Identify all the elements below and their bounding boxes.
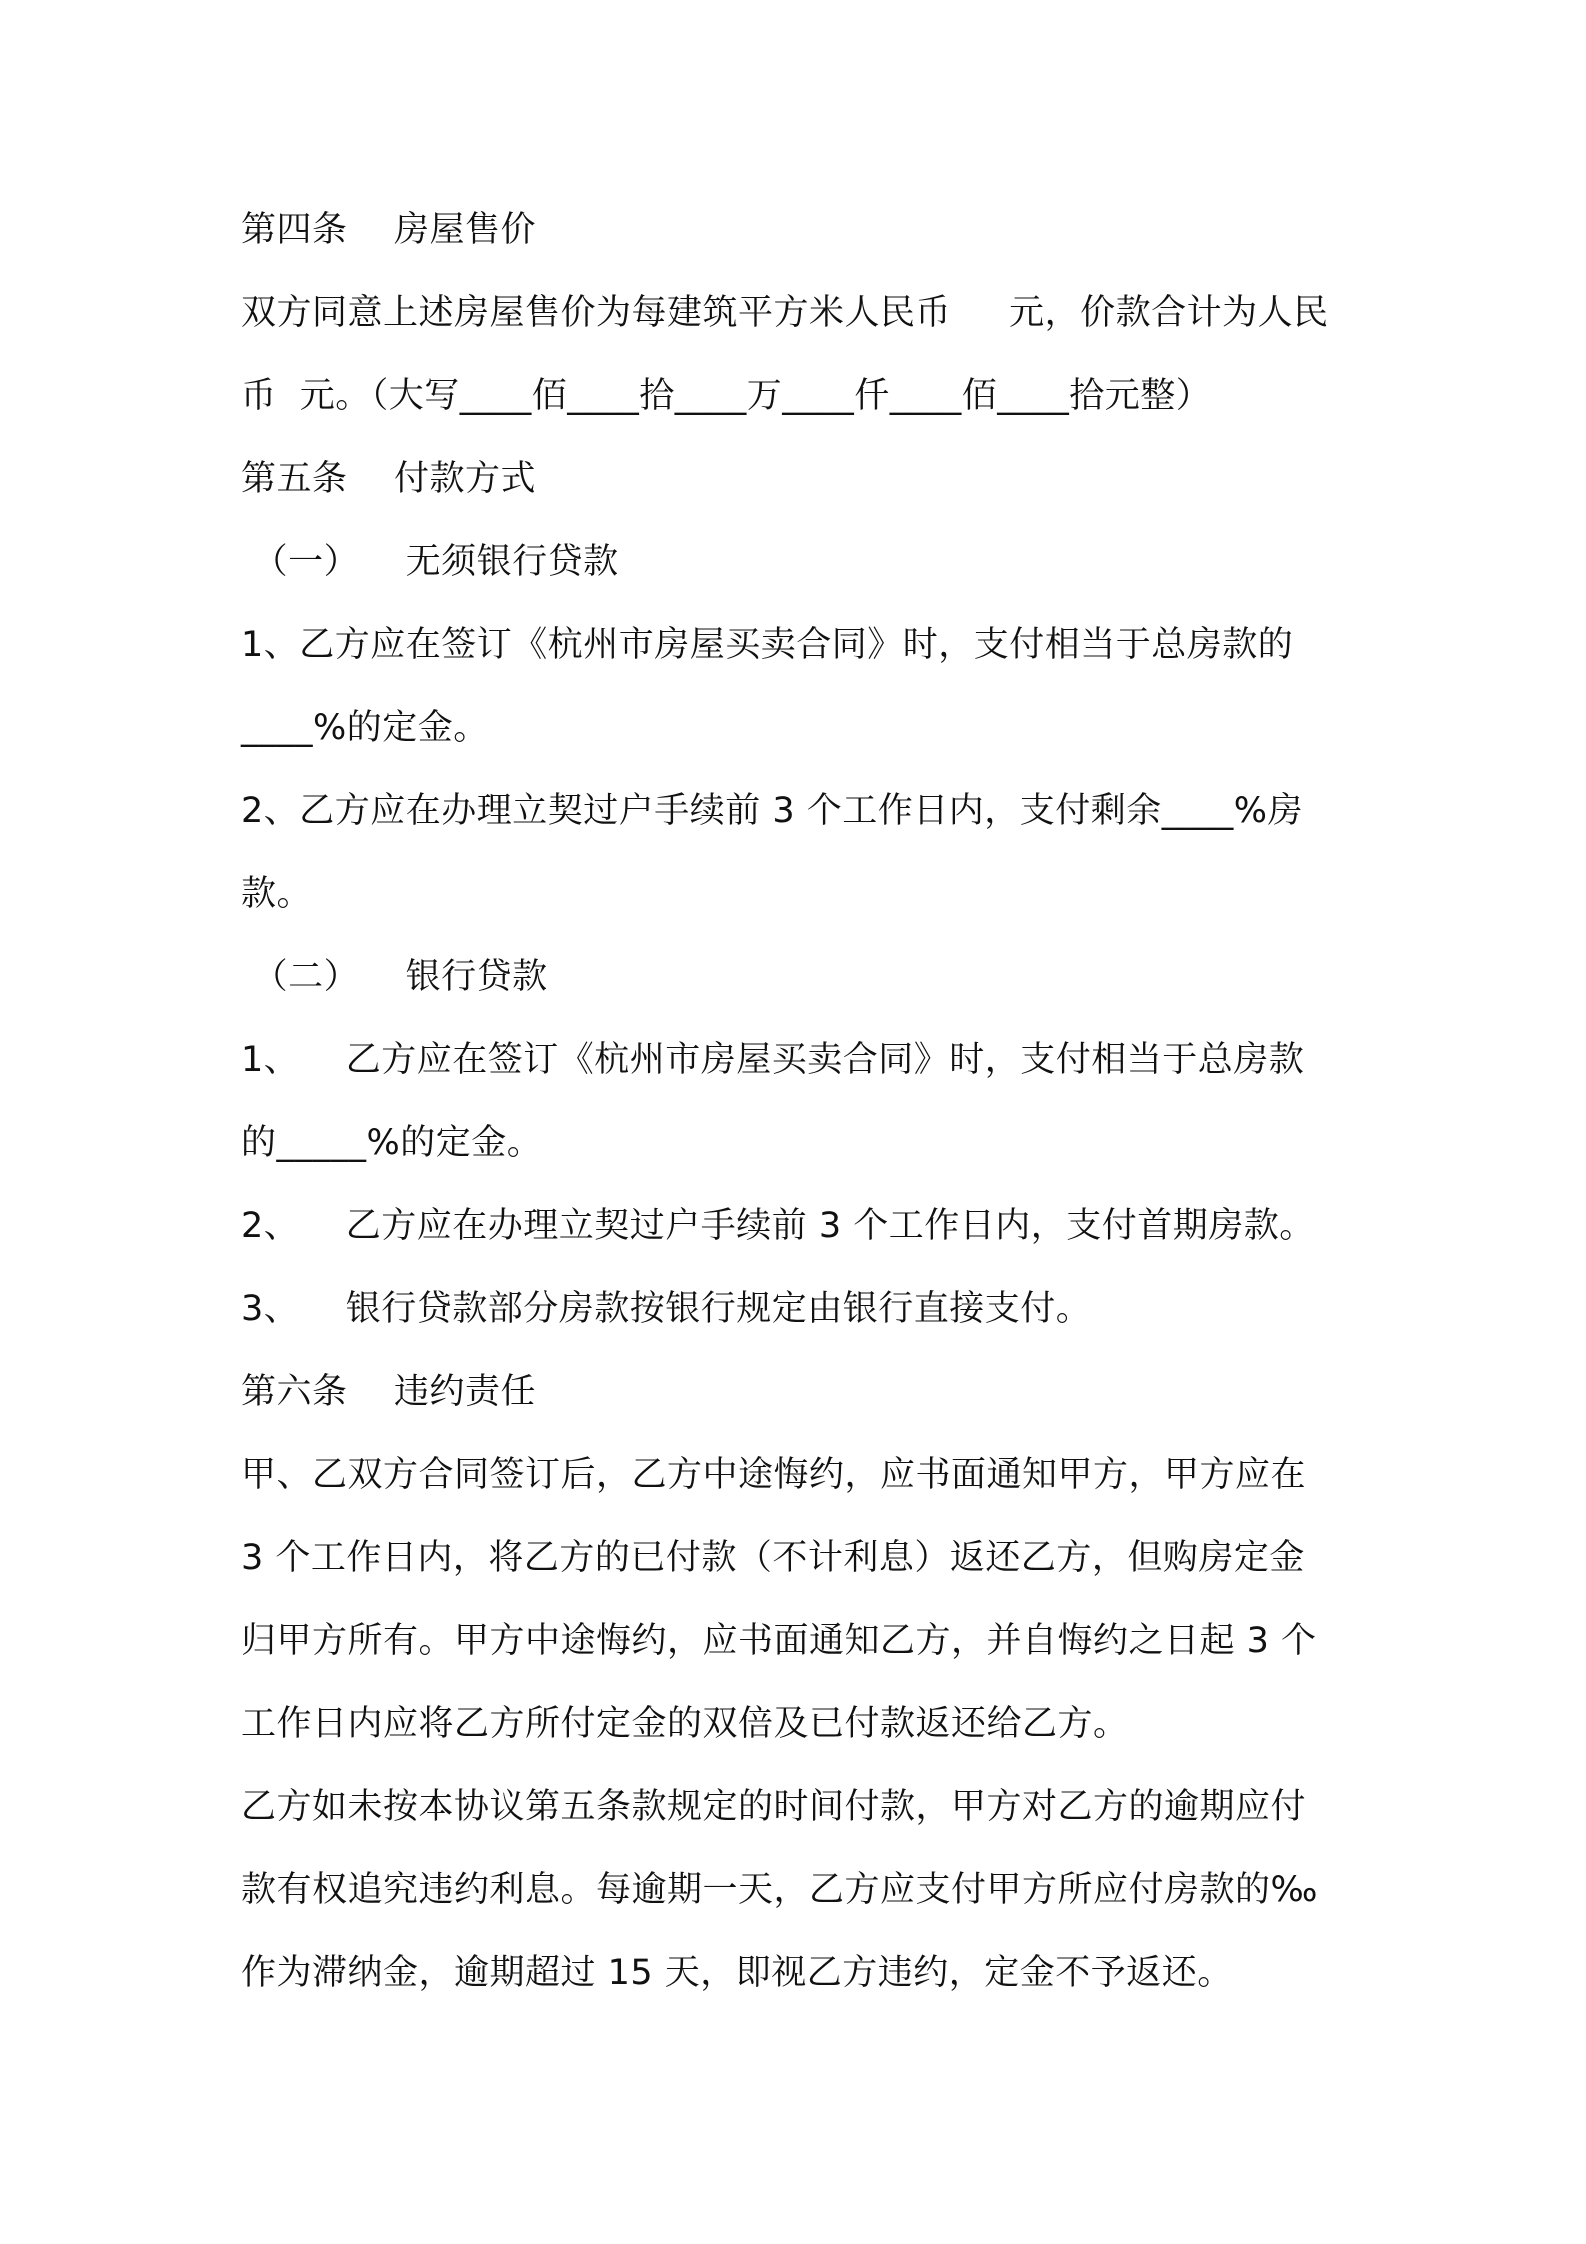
paragraph-line: ____%的定金。 [241, 708, 489, 748]
paragraph-line: 1、乙方应在签订《杭州市房屋买卖合同》时，支付相当于总房款的 [241, 625, 1294, 665]
paragraph-line: 款有权追究违约利息。每逾期一天，乙方应支付甲方所应付房款的‰ [241, 1870, 1318, 1910]
paragraph-line: 3 个工作日内，将乙方的已付款（不计利息）返还乙方，但购房定金 [241, 1538, 1305, 1578]
paragraph-line: 双方同意上述房屋售价为每建筑平方米人民币 元，价款合计为人民 [241, 293, 1329, 333]
subsection-heading: （二） 银行贷款 [241, 957, 548, 997]
article-6-heading: 第六条 违约责任 [241, 1372, 537, 1412]
paragraph-line: 工作日内应将乙方所付定金的双倍及已付款返还给乙方。 [241, 1704, 1129, 1744]
paragraph-line: 的_____%的定金。 [241, 1123, 543, 1163]
paragraph-line: 归甲方所有。甲方中途悔约，应书面通知乙方，并自悔约之日起 3 个 [241, 1621, 1317, 1661]
paragraph-line: 2、乙方应在办理立契过户手续前 3 个工作日内，支付剩余____%房 [241, 791, 1304, 831]
paragraph-line: 1、 乙方应在签订《杭州市房屋买卖合同》时，支付相当于总房款 [241, 1040, 1305, 1080]
subsection-heading: （一） 无须银行贷款 [241, 542, 619, 582]
paragraph-line: 款。 [241, 874, 313, 914]
paragraph-line: 甲、乙双方合同签订后，乙方中途悔约，应书面通知甲方，甲方应在 [241, 1455, 1307, 1495]
paragraph-line: 作为滞纳金，逾期超过 15 天，即视乙方违约，定金不予返还。 [241, 1953, 1233, 1993]
paragraph-line: 币 元。（大写____佰____拾____万____仟____佰____拾元整） [241, 376, 1212, 416]
article-4-heading: 第四条 房屋售价 [241, 210, 537, 250]
paragraph-line: 2、 乙方应在办理立契过户手续前 3 个工作日内，支付首期房款。 [241, 1206, 1315, 1246]
article-5-heading: 第五条 付款方式 [241, 459, 537, 499]
paragraph-line: 3、 银行贷款部分房款按银行规定由银行直接支付。 [241, 1289, 1092, 1329]
paragraph-line: 乙方如未按本协议第五条款规定的时间付款，甲方对乙方的逾期应付 [241, 1787, 1307, 1827]
